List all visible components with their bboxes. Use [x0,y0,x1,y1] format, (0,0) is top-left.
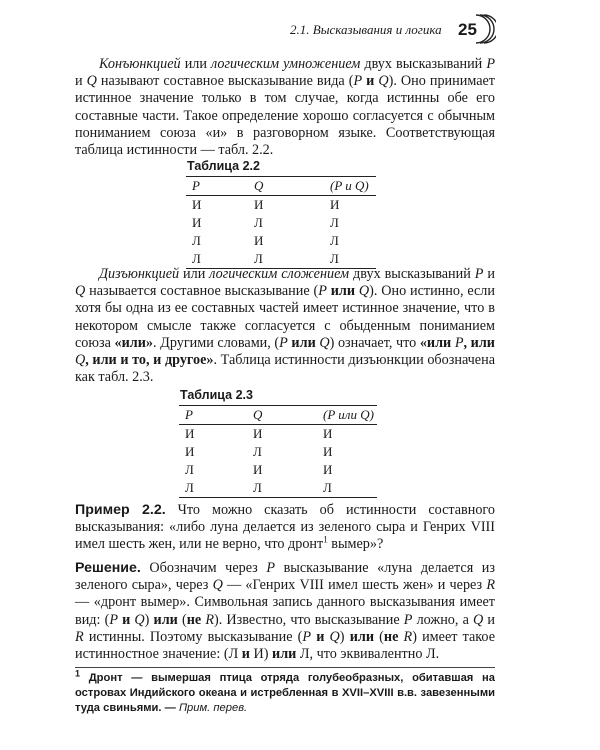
table-row [179,425,377,444]
table-cell: Л [254,215,263,230]
table-cell: Л [253,444,262,459]
table-cell: И [330,197,340,212]
translator-note: Прим. перев. [178,702,248,714]
solution-label: Решение. [75,560,141,576]
footnote-number: 1 [75,668,81,679]
table-header-row [186,177,376,196]
table-2-3 [179,405,377,498]
column-header: P [179,406,247,425]
table-cell: Л [330,233,339,248]
table-cell: Л [186,250,248,269]
term-logical-multiplication: логическим умножением [211,56,361,72]
table-cell: И [192,197,202,212]
table-row [179,479,377,498]
table-row [186,214,376,232]
table-cell: И [254,233,264,248]
table-cell: И [323,444,333,459]
table-cell: И [323,426,333,441]
footnote: $^1$ Дронт — вымершая птица отряда голубеобразных, обитавшая на островах Индийского океана и истребленная в XVII–XVIII в.в. завезенными туда свиньями. — Прим. перев. [75,668,495,714]
table-cell: Л [185,462,194,477]
table-cell: Л [317,479,377,498]
table-cell: Л [330,215,339,230]
table-row [186,232,376,250]
table-header-row [179,406,377,425]
term-conjunction: Конъюнкцией [99,56,181,72]
table-cell: Л [247,479,317,498]
table-cell: И [253,426,263,441]
table-cell: И [253,462,263,477]
table-cell: И [323,462,333,477]
table-row [186,196,376,215]
page-number: 25 [458,20,477,39]
column-header: (P и Q) [324,177,376,196]
solution-paragraph: Решение. Обозначим через P высказывание «луна делается из зеленого сыра», через Q — «Генрих VIII имел шесть жен» и через R — «дронт вымер». Символьная запись данного высказывания имеет вид: (P и Q) или (не R). Известно, что высказывание P ложно, а Q и R истинны. Поэтому высказывание (P и Q) или (не R) имеет такое истинностное значение: (Л и И) или Л, что эквивалентно Л. [75,560,496,663]
table-cell: Л [324,250,376,269]
column-header: Q [248,177,324,196]
table-cell: И [185,426,195,441]
column-header: (P или Q) [317,406,377,425]
footnote-mark: 1 [323,534,328,545]
decorative-rings-icon [474,12,496,46]
conjunction-paragraph: Конъюнкцией или логическим умножением двух высказываний P и Q называют составное высказывание вида (P и Q). Оно принимает истинное значение только в том случае, когда истинны обе его составные части. Такое определение хорошо согласуется с обычным пониманием союза «и» в разговорном языке. Соответствующая таблица истинности — табл. 2.2. [75,56,495,159]
disjunction-paragraph: Дизъюнкцией или логическим сложением двух высказываний P и Q называется составное высказывание (P или Q). Оно истинно, если хотя бы одна из ее составных частей имеет истинное значение, что в некотором смысле также согласуется с обыденным пониманием союза «или». Другими словами, (P или Q) означает, что «или P, или Q, или и то, и другое». Таблица истинности дизъюнкции обозначена как табл. 2.3. [75,266,495,386]
table-cell: И [254,197,264,212]
table-cell: Л [192,233,201,248]
table-cell: И [185,444,195,459]
running-title: 2.1. Высказывания и логика [290,22,442,37]
term-logical-addition: логическим сложением [209,266,350,282]
column-header: P [186,177,248,196]
example-label: Пример 2.2. [75,502,166,518]
table-cell: Л [179,479,247,498]
table-cell: Л [248,250,324,269]
table-2-2-caption: Таблица 2.2 [187,159,260,173]
table-2-2 [186,176,376,269]
column-header: Q [247,406,317,425]
footnote-divider [75,667,495,668]
term-disjunction: Дизъюнкцией [99,266,180,282]
table-row [179,461,377,479]
table-row [179,443,377,461]
table-cell: И [192,215,202,230]
example-2-2: Пример 2.2. Что можно сказать об истинности составного высказывания: «либо луна делается из зеленого сыра и Генрих VIII имел шесть жен, или не верно, что дронт$^1$ вымер»? [75,502,495,553]
table-2-3-caption: Таблица 2.3 [180,388,253,402]
page-number-badge [452,12,496,46]
